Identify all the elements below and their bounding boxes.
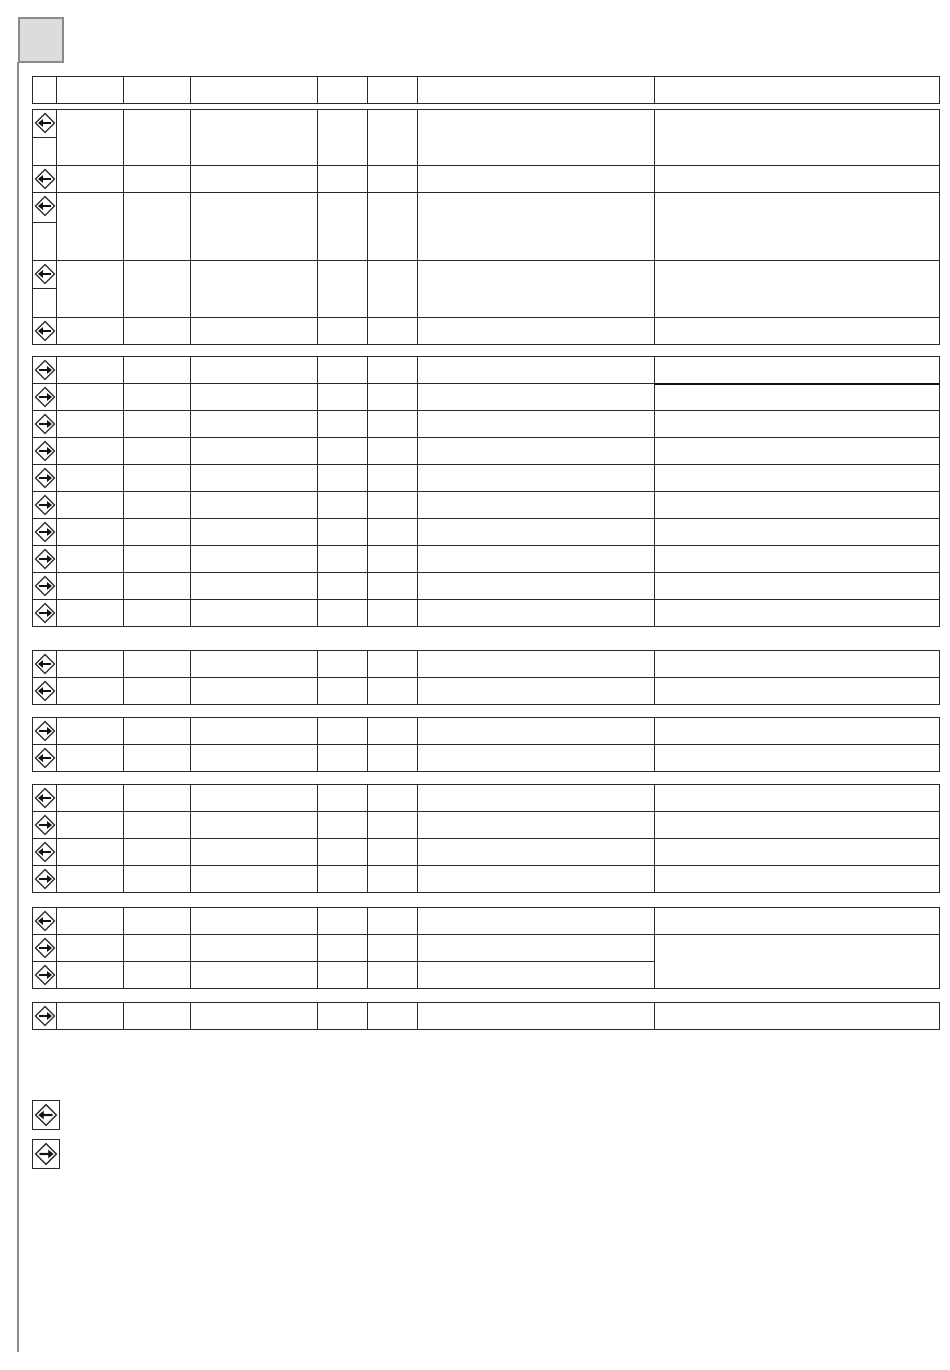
table-cell [191,962,318,989]
table-cell [191,839,318,866]
table-cell [124,1003,191,1030]
table-cell [655,384,940,411]
table-cell [318,935,368,962]
table-cell [368,492,418,519]
table-cell [418,839,655,866]
table-group-4 [32,717,940,772]
table-cell [368,546,418,573]
table-cell [418,357,655,384]
header-col-6 [368,77,418,104]
row-direction-cell [33,357,57,384]
table-cell [57,492,124,519]
table-cell [57,166,124,193]
table-cell [191,492,318,519]
table-cell [418,678,655,705]
table-cell [57,110,124,166]
arrow-out-icon [34,521,56,543]
table-cell [418,411,655,438]
table-cell [418,438,655,465]
table-cell [655,573,940,600]
table-cell [655,935,940,989]
row-direction-cell [33,866,57,893]
table-cell [191,166,318,193]
table-cell [655,866,940,893]
table-row [33,384,940,411]
table-cell [368,110,418,166]
table-cell [655,785,940,812]
table-cell [124,962,191,989]
row-direction-cell [33,289,57,318]
row-direction-cell [33,573,57,600]
table-cell [191,785,318,812]
table-cell [191,465,318,492]
row-direction-cell [33,812,57,839]
header-col-2 [57,77,124,104]
table-cell [191,908,318,935]
page-margin-rule [17,62,19,1352]
table-cell [368,745,418,772]
table-row [33,600,940,627]
table-cell [655,193,940,261]
table-cell [57,785,124,812]
table-cell [57,839,124,866]
arrow-in-icon [34,320,56,342]
table-cell [655,600,940,627]
table-cell [368,908,418,935]
table-cell [418,492,655,519]
table-row [33,812,940,839]
table-cell [418,318,655,345]
table-row [33,492,940,519]
table-cell [418,600,655,627]
table-cell [368,678,418,705]
arrow-out-icon [34,720,56,742]
table-cell [368,718,418,745]
row-direction-cell [33,785,57,812]
table-cell [124,745,191,772]
table-cell [124,935,191,962]
table-row [33,438,940,465]
table-cell [57,519,124,546]
row-direction-cell [33,1003,57,1030]
table-cell [368,384,418,411]
legend-item-in [32,1100,60,1130]
legend-item-out [32,1139,60,1169]
table-cell [318,651,368,678]
table-cell [57,438,124,465]
table-cell [418,812,655,839]
table-cell [124,546,191,573]
row-direction-cell [33,110,57,138]
table-cell [191,573,318,600]
table-cell [124,812,191,839]
table-cell [655,465,940,492]
table-row [33,519,940,546]
table-cell [368,166,418,193]
table-cell [191,1003,318,1030]
row-direction-cell [33,384,57,411]
row-direction-cell [33,600,57,627]
row-direction-cell [33,492,57,519]
table-cell [655,411,940,438]
arrow-in-icon [34,168,56,190]
arrow-in-icon [34,653,56,675]
table-cell [318,519,368,546]
arrow-in-icon [34,787,56,809]
table-cell [191,318,318,345]
table-cell [368,318,418,345]
table-cell [57,745,124,772]
table-header [32,76,940,104]
table-row [33,866,940,893]
arrow-out-icon [34,413,56,435]
table-cell [655,492,940,519]
table-cell [191,600,318,627]
row-direction-cell [33,839,57,866]
table-cell [368,411,418,438]
row-direction-cell [33,718,57,745]
table-cell [318,908,368,935]
row-direction-cell [33,193,57,223]
table-row [33,745,940,772]
table-cell [124,384,191,411]
table-cell [124,866,191,893]
table-cell [57,962,124,989]
table-cell [318,718,368,745]
table-cell [655,1003,940,1030]
table-cell [655,908,940,935]
table-cell [418,651,655,678]
table-cell [368,600,418,627]
arrow-out-icon [34,548,56,570]
table-cell [418,166,655,193]
table-cell [57,935,124,962]
arrow-out-icon [34,814,56,836]
table-row [33,465,940,492]
table-row [33,651,940,678]
table-row [33,573,940,600]
table-cell [318,678,368,705]
arrow-out-icon [34,1005,56,1027]
table-cell [418,962,655,989]
table-cell [655,812,940,839]
table-cell [368,651,418,678]
row-direction-cell [33,935,57,962]
table-cell [57,812,124,839]
table-cell [191,546,318,573]
table-cell [655,357,940,384]
table-cell [368,1003,418,1030]
table-cell [191,745,318,772]
table-cell [368,438,418,465]
table-cell [655,745,940,772]
table-cell [368,866,418,893]
row-direction-cell [33,223,57,261]
table-cell [191,651,318,678]
row-direction-cell [33,411,57,438]
table-group-1 [32,109,940,345]
table-cell [655,166,940,193]
section-tab [18,17,64,63]
table-cell [124,678,191,705]
table-cell [418,745,655,772]
arrow-out-icon [34,602,56,624]
table-row [33,411,940,438]
table-cell [368,519,418,546]
table-cell [124,261,191,318]
table-cell [318,166,368,193]
row-direction-cell [33,908,57,935]
table-cell [318,193,368,261]
row-direction-cell [33,166,57,193]
table-cell [57,384,124,411]
table-cell [318,261,368,318]
row-direction-cell [33,465,57,492]
table-cell [57,261,124,318]
table-cell [191,678,318,705]
table-cell [124,411,191,438]
table-cell [124,438,191,465]
table-cell [655,718,940,745]
arrow-out-icon [34,467,56,489]
table-cell [57,908,124,935]
table-cell [57,1003,124,1030]
table-cell [418,261,655,318]
table-cell [318,600,368,627]
table-cell [124,110,191,166]
table-row [33,678,940,705]
arrow-in-icon [34,112,56,134]
arrow-out-icon [34,440,56,462]
table-cell [124,839,191,866]
row-direction-cell [33,745,57,772]
table-cell [368,261,418,318]
table-cell [57,651,124,678]
table-cell [418,908,655,935]
table-cell [318,745,368,772]
table-cell [57,678,124,705]
table-cell [418,718,655,745]
table-group-2 [32,356,940,627]
table-cell [368,785,418,812]
table-cell [368,573,418,600]
header-col-3 [124,77,191,104]
table-cell [418,384,655,411]
table-cell [418,866,655,893]
table-cell [124,492,191,519]
arrow-in-icon [34,910,56,932]
table-cell [318,573,368,600]
table-cell [418,110,655,166]
arrow-out-icon [34,964,56,986]
table-cell [57,318,124,345]
arrow-in-icon [34,1103,58,1127]
table-cell [318,318,368,345]
table-cell [191,110,318,166]
table-cell [318,438,368,465]
table-cell [418,1003,655,1030]
table-row [33,839,940,866]
table-cell [191,935,318,962]
table-cell [124,357,191,384]
table-cell [124,651,191,678]
row-direction-cell [33,546,57,573]
arrow-out-icon [34,359,56,381]
table-cell [57,193,124,261]
table-cell [655,651,940,678]
table-cell [124,718,191,745]
row-direction-cell [33,261,57,289]
row-direction-cell [33,651,57,678]
table-row [33,718,940,745]
table-cell [368,962,418,989]
table-cell [368,935,418,962]
table-cell [368,812,418,839]
arrow-in-icon [34,195,56,217]
table-cell [655,519,940,546]
table-cell [318,962,368,989]
table-cell [318,812,368,839]
row-direction-cell [33,519,57,546]
table-cell [57,866,124,893]
table-cell [191,411,318,438]
table-group-5 [32,784,940,893]
table-cell [418,193,655,261]
table-cell [655,438,940,465]
table-cell [655,546,940,573]
table-cell [318,839,368,866]
table-group-3 [32,650,940,705]
row-direction-cell [33,318,57,345]
arrow-out-icon [34,868,56,890]
table-cell [318,546,368,573]
arrow-in-icon [34,680,56,702]
table-cell [57,411,124,438]
table-cell [318,357,368,384]
arrow-out-icon [34,494,56,516]
table-cell [57,546,124,573]
table-cell [655,110,940,166]
arrow-out-icon [34,937,56,959]
table-row [33,546,940,573]
table-group-7 [32,1002,940,1030]
table-cell [318,411,368,438]
row-direction-cell [33,962,57,989]
header-col-5 [318,77,368,104]
row-direction-cell [33,438,57,465]
table-cell [368,465,418,492]
table-cell [418,546,655,573]
table-cell [191,438,318,465]
arrow-out-icon [34,575,56,597]
table-cell [124,573,191,600]
table-cell [57,465,124,492]
table-group-6 [32,907,940,989]
table-cell [318,1003,368,1030]
table-cell [191,384,318,411]
table-cell [191,357,318,384]
table-cell [368,357,418,384]
table-cell [318,492,368,519]
table-cell [368,839,418,866]
arrow-in-icon [34,841,56,863]
table-row [33,357,940,384]
table-cell [318,384,368,411]
table-cell [418,935,655,962]
table-cell [191,519,318,546]
arrow-out-icon [34,1142,58,1166]
table-cell [418,573,655,600]
row-direction-cell [33,138,57,166]
table-cell [318,465,368,492]
table-cell [655,318,940,345]
table-cell [124,600,191,627]
table-cell [655,678,940,705]
table-cell [57,357,124,384]
table-cell [124,193,191,261]
header-col-4 [191,77,318,104]
table-cell [368,193,418,261]
header-col-1 [33,77,57,104]
table-cell [124,318,191,345]
table-cell [318,110,368,166]
table-cell [191,866,318,893]
table-cell [124,166,191,193]
table-cell [318,866,368,893]
arrow-in-icon [34,747,56,769]
table-cell [655,839,940,866]
table-cell [418,465,655,492]
table-cell [191,718,318,745]
table-cell [655,261,940,318]
table-cell [124,519,191,546]
arrow-out-icon [34,386,56,408]
header-col-7 [418,77,655,104]
table-row [33,785,940,812]
table-cell [57,718,124,745]
table-cell [124,785,191,812]
table-cell [318,785,368,812]
row-direction-cell [33,678,57,705]
table-cell [124,465,191,492]
table-cell [191,193,318,261]
table-cell [57,573,124,600]
table-cell [57,600,124,627]
table-cell [124,908,191,935]
arrow-in-icon [34,263,56,285]
header-col-8 [655,77,940,104]
table-cell [191,812,318,839]
table-cell [418,519,655,546]
table-cell [191,261,318,318]
table-cell [418,785,655,812]
